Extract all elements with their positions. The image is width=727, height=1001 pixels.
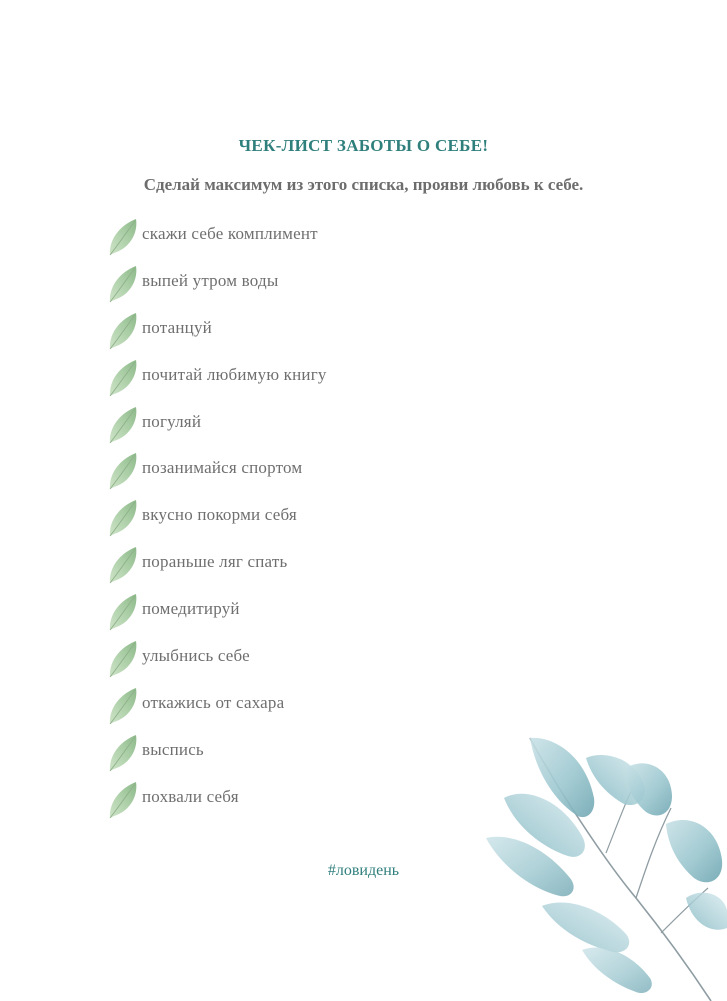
- branch-leaf: [686, 893, 727, 930]
- checklist-item-label: потанцуй: [142, 317, 212, 337]
- branch-leaf: [626, 763, 672, 815]
- checklist-item-label: похвали себя: [142, 786, 239, 806]
- leaf-icon: [106, 733, 140, 773]
- branch-leaf: [666, 820, 722, 882]
- page-subtitle: Сделай максимум из этого списка, прояви любовь к себе.: [143, 175, 584, 194]
- leaf-icon: [106, 311, 140, 351]
- checklist-item-label: почитай любимую книгу: [142, 364, 327, 384]
- checklist-item-label: откажись от сахара: [142, 692, 285, 712]
- branch-leaf: [582, 948, 652, 994]
- self-care-checklist: [106, 217, 327, 827]
- leaf-icon: [106, 358, 140, 398]
- hashtag: #ловидень: [327, 862, 400, 879]
- checklist-item-label: помедитируй: [142, 599, 240, 619]
- leaf-icon: [106, 498, 140, 538]
- page-title: ЧЕК-ЛИСТ ЗАБОТЫ О СЕБЕ!: [238, 136, 489, 155]
- leaf-icon: [106, 264, 140, 304]
- leaf-icon: [106, 686, 140, 726]
- checklist-item: [106, 780, 327, 827]
- checklist-item: [106, 311, 327, 358]
- checklist-item-label: вкусно покорми себя: [142, 505, 297, 525]
- checklist-item-label: выспись: [142, 739, 204, 759]
- watercolor-branch-illustration: [486, 728, 727, 1001]
- checklist-item-label: скажи себе комплимент: [142, 224, 318, 243]
- checklist-item: [106, 405, 327, 452]
- checklist-item: [106, 264, 327, 311]
- checklist-item-label: позанимайся спортом: [142, 458, 303, 478]
- leaf-icon: [106, 451, 140, 491]
- checklist-item: [106, 217, 327, 264]
- checklist-item-label: погуляй: [142, 411, 202, 431]
- checklist-item: [106, 592, 327, 639]
- checklist-item: [106, 358, 327, 405]
- branch-leaf: [542, 902, 629, 952]
- leaf-icon: [106, 592, 140, 632]
- checklist-item-label: пораньше ляг спать: [142, 552, 288, 572]
- checklist-item: [106, 733, 327, 780]
- checklist-item: [106, 545, 327, 592]
- checklist-item: [106, 451, 327, 498]
- checklist-item: [106, 686, 327, 733]
- leaf-icon: [106, 780, 140, 820]
- leaf-icon: [106, 405, 140, 445]
- checklist-item-label: выпей утром воды: [142, 270, 279, 290]
- leaf-icon: [106, 639, 140, 679]
- leaf-icon: [106, 545, 140, 585]
- leaf-icon: [106, 217, 140, 257]
- checklist-item-label: улыбнись себе: [142, 646, 250, 666]
- checklist-item: [106, 639, 327, 686]
- checklist-item: [106, 498, 327, 545]
